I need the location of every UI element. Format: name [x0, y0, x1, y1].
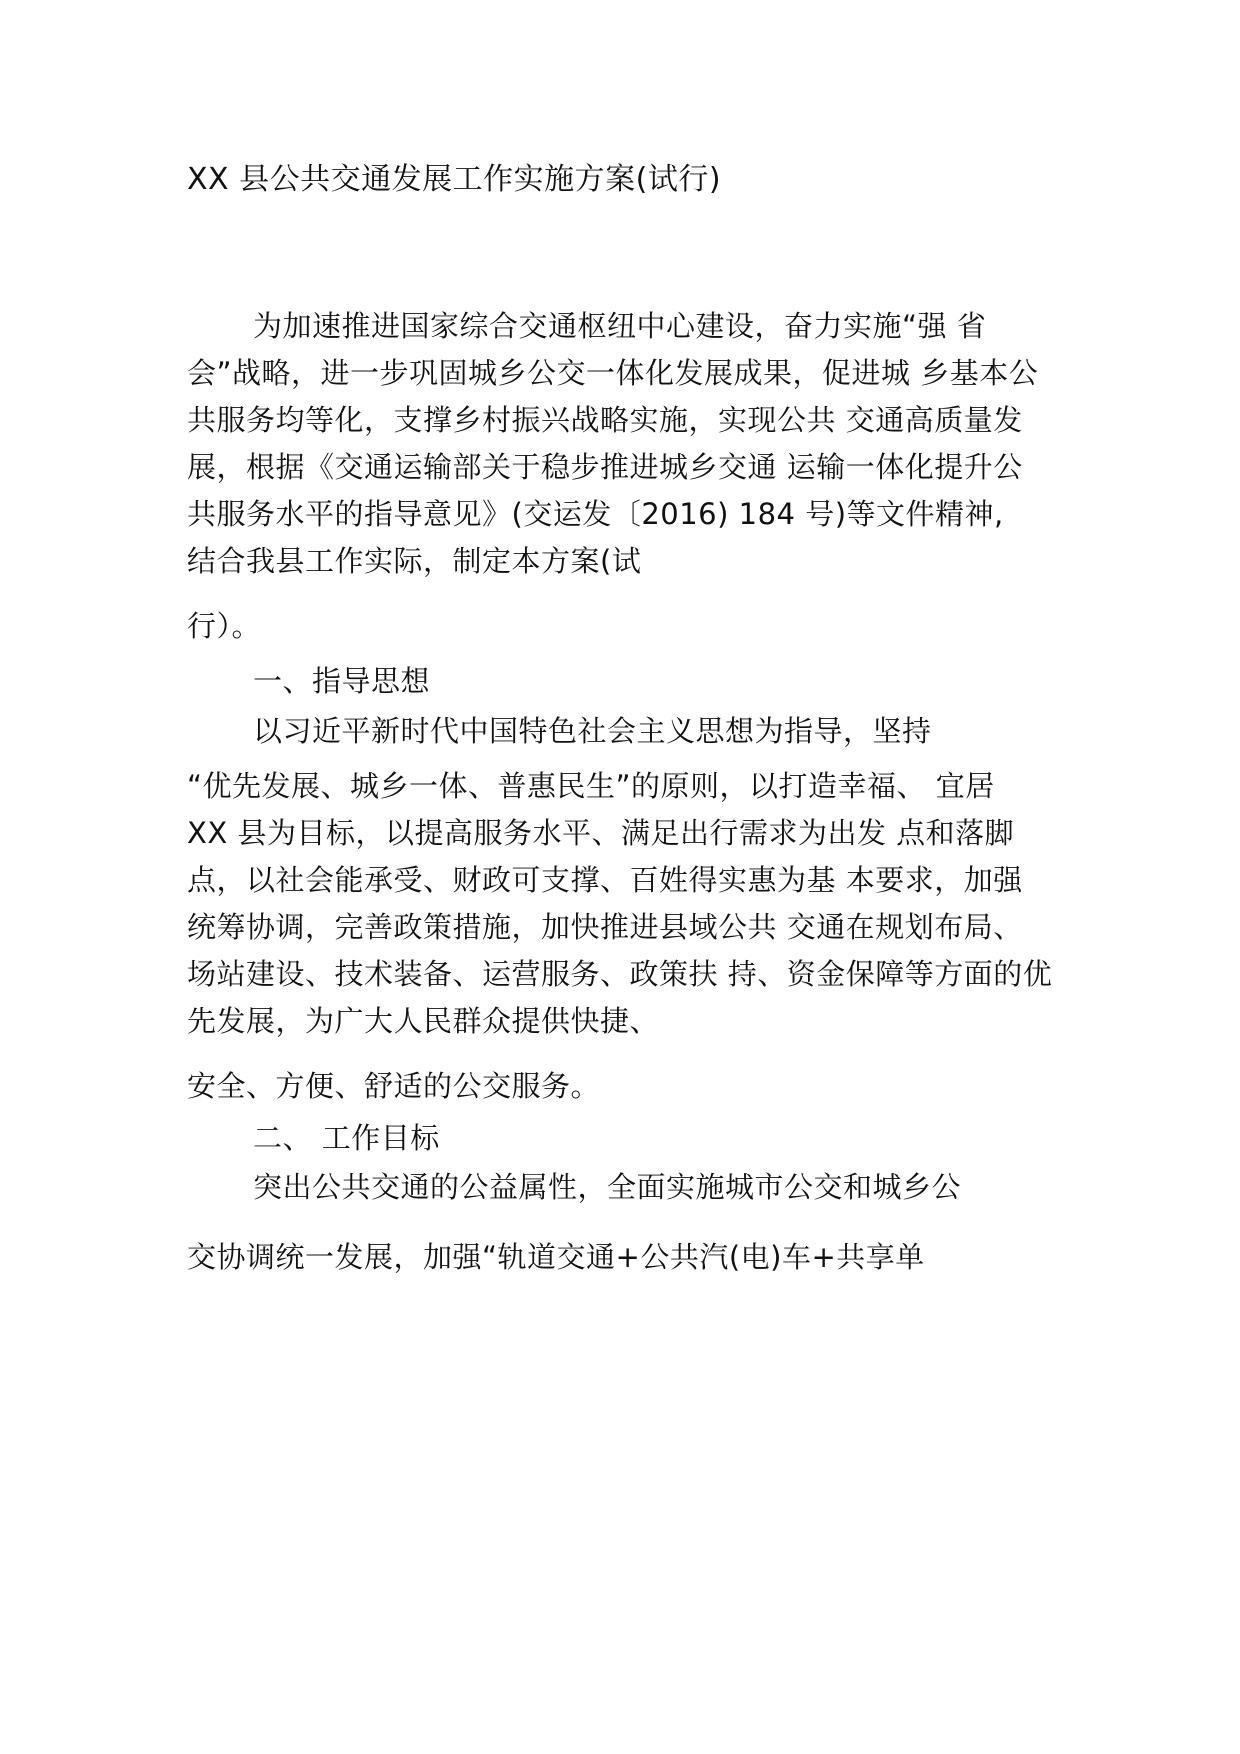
- paragraph-line: 突出公共交通的公益属性，全面实施城市公交和城乡公: [253, 1170, 962, 1204]
- paragraph-line: 共服务均等化，支撑乡村振兴战略实施，实现公共 交通高质量发: [187, 403, 1023, 437]
- paragraph-line: 交协调统一发展，加强“轨道交通+公共汽(电)车+共享单: [187, 1240, 925, 1274]
- paragraph-line: 统筹协调，完善政策措施，加快推进县域公共 交通在规划布局、: [187, 910, 1023, 944]
- document-title: XX 县公共交通发展工作实施方案(试行): [187, 162, 722, 197]
- paragraph-line: 点，以社会能承受、财政可支撑、百姓得实惠为基 本要求，加强: [187, 863, 1023, 897]
- paragraph-line: 会”战略，进一步巩固城乡公交一体化发展成果，促进城 乡基本公: [187, 356, 1039, 390]
- paragraph-line: 为加速推进国家综合交通枢纽中心建设，奋力实施“强 省: [253, 309, 987, 343]
- paragraph-line: 行）。: [187, 609, 262, 643]
- paragraph-line: 展，根据《交通运输部关于稳步推进城乡交通 运输一体化提升公: [187, 450, 1023, 484]
- paragraph-line: 场站建设、技术装备、运营服务、政策扶 持、资金保障等方面的优: [187, 957, 1053, 991]
- paragraph-line: 安全、方便、舒适的公交服务。: [187, 1069, 601, 1103]
- paragraph-line: 先发展，为广大人民群众提供快捷、: [187, 1004, 660, 1038]
- paragraph-line: 结合我县工作实际，制定本方案(试: [187, 544, 642, 578]
- section-heading: 二、 工作目标: [253, 1121, 440, 1155]
- paragraph-line: XX 县为目标，以提高服务水平、满足出行需求为出发 点和落脚: [187, 816, 1015, 850]
- paragraph-line: 共服务水平的指导意见》(交运发〔2016) 184 号)等文件精神,: [187, 497, 1004, 531]
- paragraph-line: 以习近平新时代中国特色社会主义思想为指导，坚持: [253, 714, 932, 748]
- section-heading: 一、指导思想: [253, 664, 431, 698]
- paragraph-line: “优先发展、城乡一体、普惠民生”的原则，以打造幸福、 宜居: [187, 769, 995, 803]
